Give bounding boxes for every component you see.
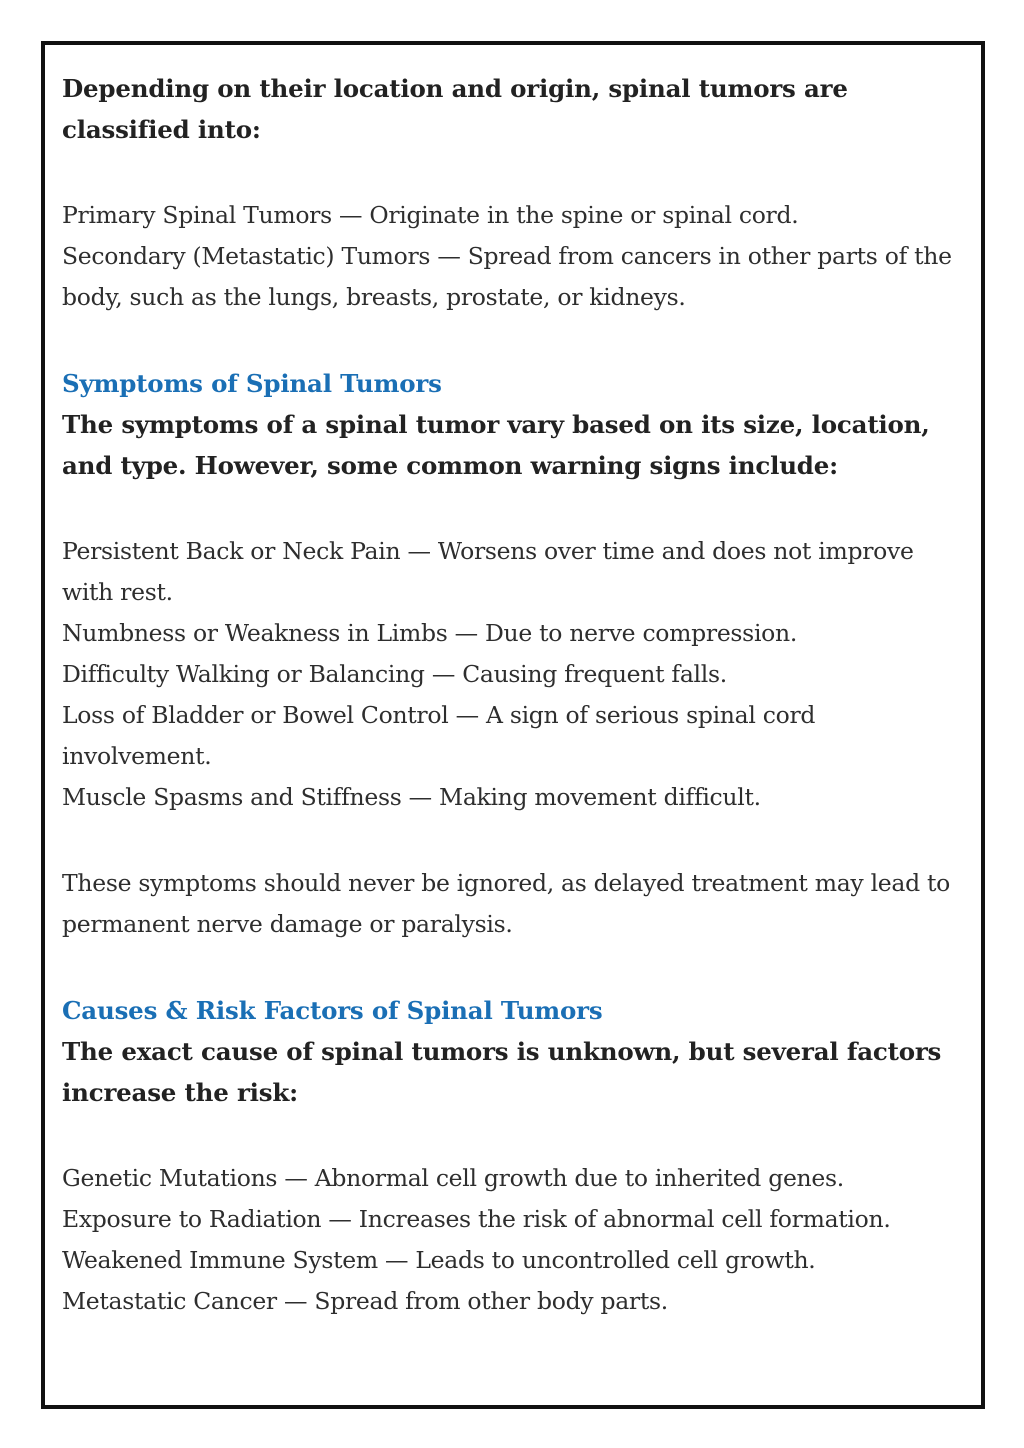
symptoms-lead: The symptoms of a spinal tumor vary based on its size, location, and type. However, some common warning signs include: — [62, 410, 930, 480]
symptoms-list — [62, 531, 962, 818]
causes-lead: The exact cause of spinal tumors is unknown, but several factors increase the risk: — [62, 1037, 942, 1107]
classification-list — [62, 195, 962, 318]
symptom-item: Difficulty Walking or Balancing — Causing frequent falls. — [62, 660, 727, 688]
symptoms-note: These symptoms should never be ignored, as delayed treatment may lead to permanent nerve damage or paralysis. — [62, 869, 951, 938]
symptom-item: Persistent Back or Neck Pain — Worsens over time and does not improve with rest. — [62, 537, 914, 606]
intro-text: Depending on their location and origin, spinal tumors are classified into: — [62, 74, 848, 144]
symptoms-heading: Symptoms of Spinal Tumors — [62, 369, 442, 398]
symptom-item: Numbness or Weakness in Limbs — Due to nerve compression. — [62, 619, 798, 647]
cause-item: Genetic Mutations — Abnormal cell growth due to inherited genes. — [62, 1164, 844, 1192]
classification-item-secondary: Secondary (Metastatic) Tumors — Spread from cancers in other parts of the body, such as the lungs, breasts, prostate, or kidneys. — [62, 242, 952, 311]
causes-heading: Causes & Risk Factors of Spinal Tumors — [62, 996, 603, 1025]
cause-item: Metastatic Cancer — Spread from other body parts. — [62, 1287, 668, 1315]
symptom-item: Loss of Bladder or Bowel Control — A sign of serious spinal cord involvement. — [62, 701, 816, 770]
article-body — [62, 68, 962, 1322]
cause-item: Exposure to Radiation — Increases the risk of abnormal cell formation. — [62, 1205, 891, 1233]
causes-list — [62, 1158, 962, 1322]
cause-item: Weakened Immune System — Leads to uncontrolled cell growth. — [62, 1246, 816, 1274]
classification-item-primary: Primary Spinal Tumors — Originate in the spine or spinal cord. — [62, 201, 799, 229]
symptom-item: Muscle Spasms and Stiffness — Making movement difficult. — [62, 783, 761, 811]
